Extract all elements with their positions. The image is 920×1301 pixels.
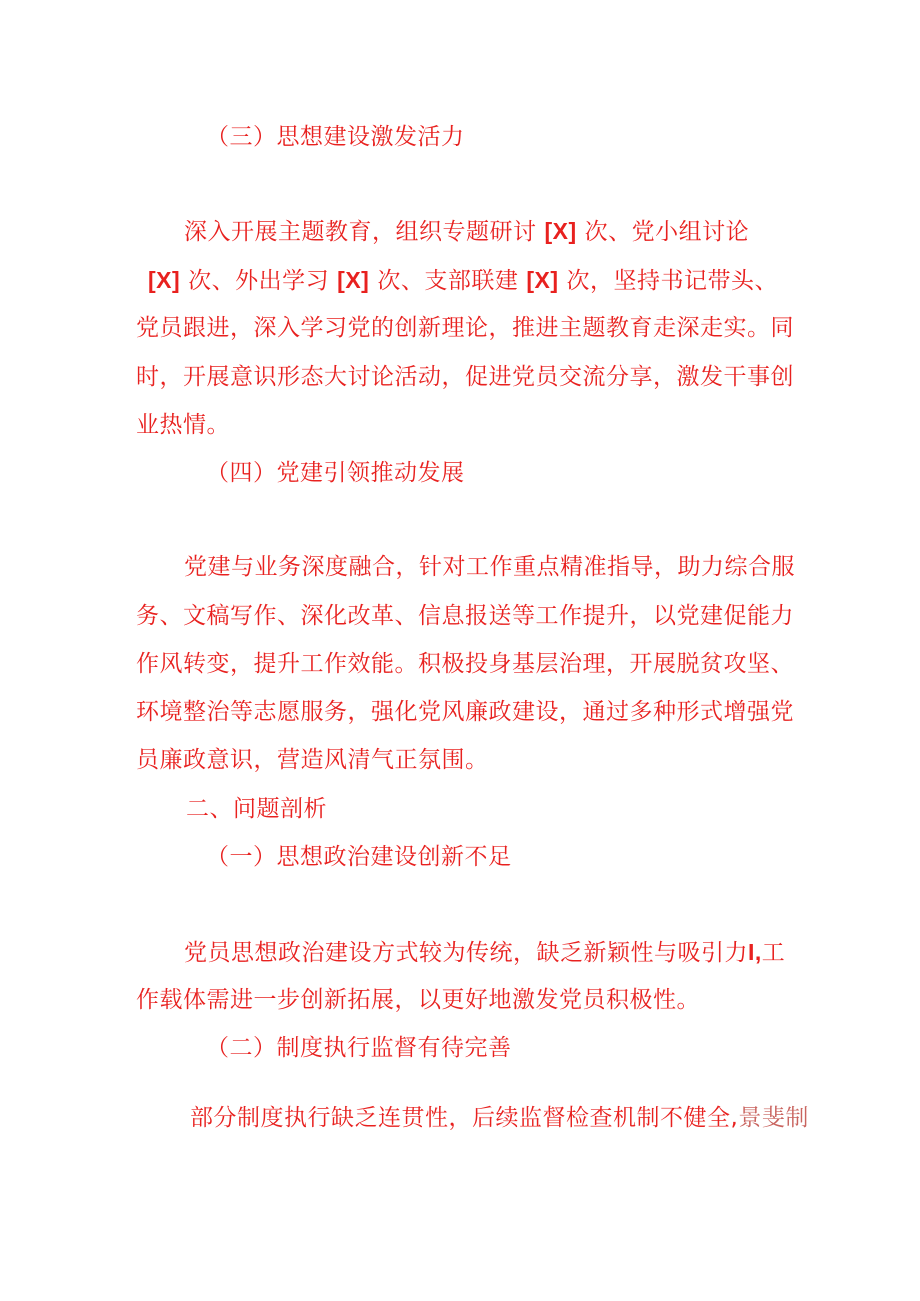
paragraph-2-line-2: 务、文稿写作、深化改革、信息报送等工作提升，以党建促能力 <box>136 603 794 629</box>
heading-section-3: （三）思想建设激发活力 <box>206 124 465 150</box>
paragraph-1-line-3: 党员跟进，深入学习党的创新理论，推进主题教育走深走实。同 <box>136 315 794 341</box>
placeholder-count: [X] <box>148 267 181 293</box>
paragraph-text: 次、党小组讨论 <box>584 219 750 245</box>
paragraph-text: 党员思想政治建设方式较为传统，缺乏新颖性与吸引力 <box>184 940 748 966</box>
paragraph-text: 部分制度执行缺乏连贯性，后续监督检查机制不健全, <box>190 1105 739 1131</box>
heading-subsection-2: （二）制度执行监督有待完善 <box>206 1035 512 1061</box>
paragraph-text: 次、外出学习 <box>188 268 330 294</box>
heading-section-4: （四）党建引领推动发展 <box>206 460 465 486</box>
placeholder-count: [X] <box>526 267 559 293</box>
paragraph-text: 次、支部联建 <box>377 268 519 294</box>
paragraph-2-line-1: 党建与业务深度融合，针对工作重点精准指导，助力综合服 <box>184 554 795 580</box>
paragraph-text: 深入开展主题教育，组织专题研讨 <box>184 219 537 245</box>
paragraph-2-line-4: 环境整治等志愿服务，强化党风廉政建设，通过多种形式增强党 <box>136 699 794 725</box>
placeholder-count: [X] <box>337 267 370 293</box>
stray-mark: I, <box>748 939 762 965</box>
paragraph-1-line-2 <box>140 265 778 296</box>
paragraph-4-line-1 <box>190 1103 809 1133</box>
paragraph-1-line-4: 时，开展意识形态大讨论活动，促进党员交流分享，激发干事创 <box>136 364 794 390</box>
paragraph-text: 工 <box>761 940 786 966</box>
paragraph-2-line-3: 作风转变，提升工作效能。积极投身基层治理，开展脱贫攻坚、 <box>136 651 794 677</box>
paragraph-3-line-2: 作载体需进一步创新拓展，以更好地激发党员积极性。 <box>136 987 700 1013</box>
placeholder-count: [X] <box>544 218 577 244</box>
paragraph-1-line-1 <box>184 216 749 247</box>
heading-subsection-1: （一）思想政治建设创新不足 <box>206 844 512 870</box>
paragraph-text: 次，坚持书记带头、 <box>566 268 779 294</box>
section-heading-2: 二、问题剖析 <box>186 796 327 822</box>
paragraph-3-line-1 <box>184 937 785 968</box>
faded-text: 景斐制 <box>738 1105 809 1131</box>
paragraph-2-line-5: 员廉政意识，营造风清气正氛围。 <box>136 747 489 773</box>
paragraph-1-line-5: 业热情。 <box>136 412 230 438</box>
